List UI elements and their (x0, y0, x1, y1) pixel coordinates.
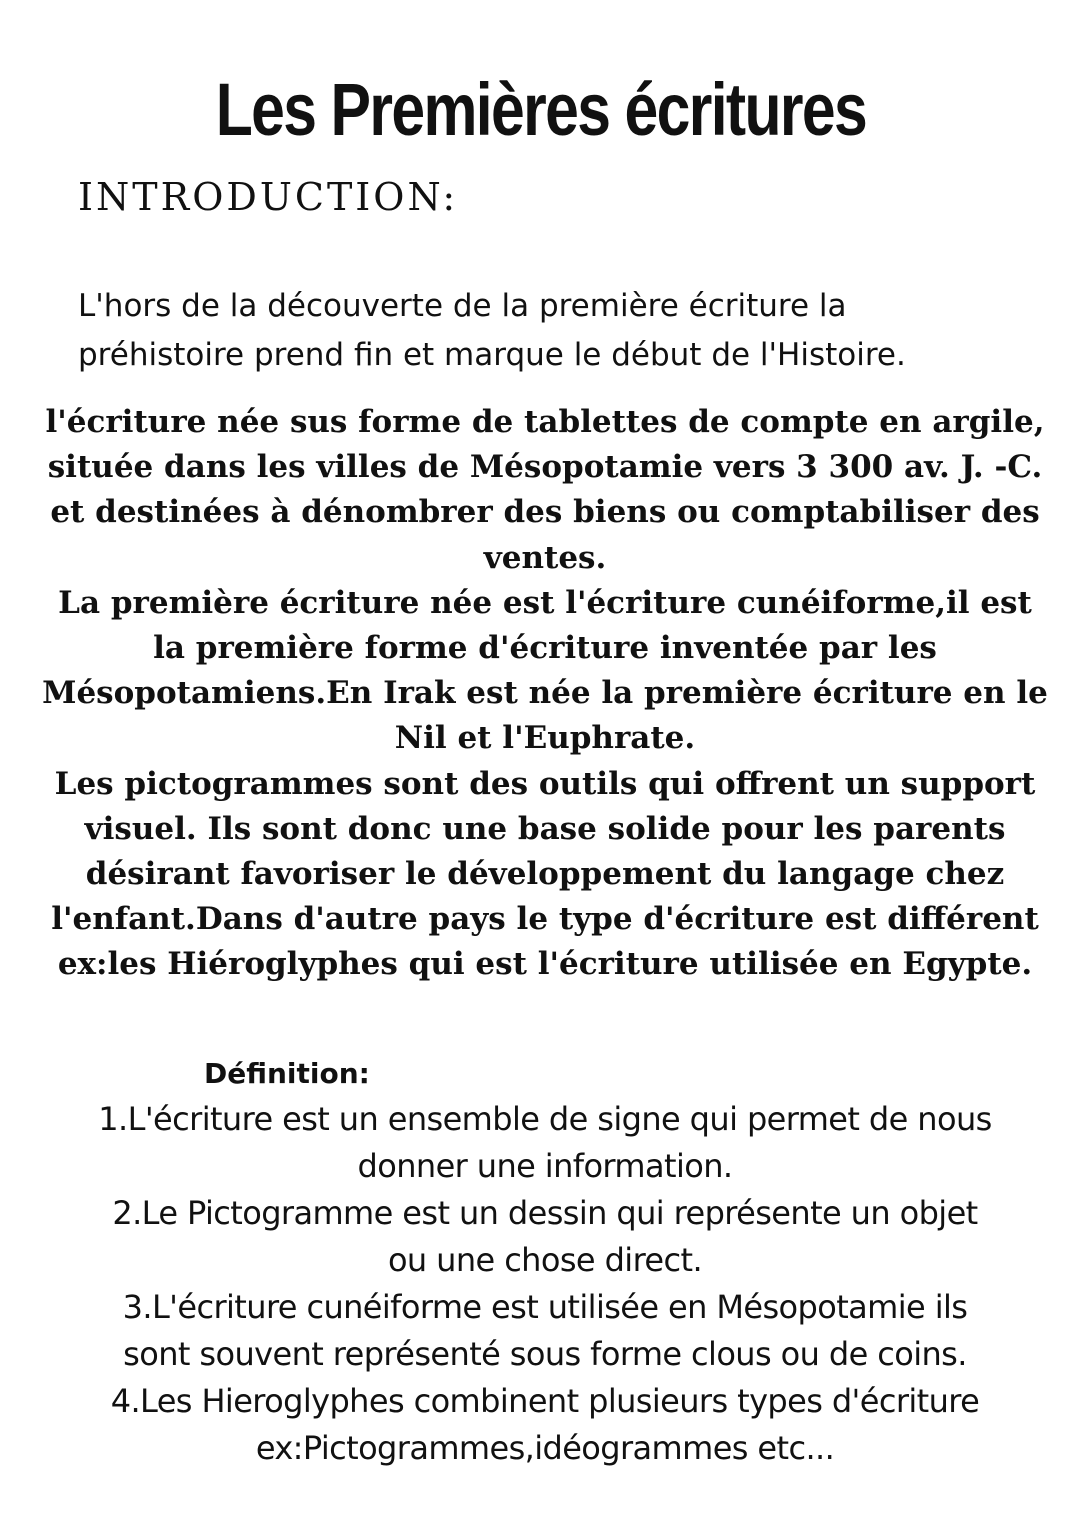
introduction-heading: INTRODUCTION: (78, 175, 459, 219)
page-title: Les Premières écritures (215, 68, 867, 151)
body-paragraph-pictograms: Les pictogrammes sont des outils qui offrent un support visuel. Ils sont donc une base solide pour les parents désirant favoriser le développement du langage chez l'enfant.Dans d'autre pays le type d'écriture est différent ex:les Hiéroglyphes qui est l'écriture utilisée en Egypte. (51, 765, 1039, 983)
definition-item: 4.Les Hieroglyphes combinent plusieurs types d'écriture ex:Pictogrammes,idéogrammes etc... (110, 1382, 980, 1467)
body-paragraph-tablets: l'écriture née sus forme de tablettes de compte en argile, située dans les villes de Mésopotamie vers 3 300 av. J. -C. et destinées à dénombrer des biens ou comptabiliser des ventes. (45, 404, 1045, 576)
definitions-list (90, 1096, 1000, 1472)
introduction-line: préhistoire prend fin et marque le début de l'Histoire. (78, 337, 906, 373)
definitions-heading: Définition: (204, 1057, 370, 1090)
body-text (40, 400, 1050, 988)
definition-item: 1.L'écriture est un ensemble de signe qui permet de nous donner une information. (98, 1100, 992, 1185)
definition-item: 3.L'écriture cunéiforme est utilisée en Mésopotamie ils sont souvent représenté sous forme clous ou de coins. (122, 1288, 968, 1373)
definition-item: 2.Le Pictogramme est un dessin qui représente un objet ou une chose direct. (112, 1194, 978, 1279)
body-paragraph-cuneiform: La première écriture née est l'écriture cunéiforme,il est la première forme d'écriture inventée par les Mésopotamiens.En Irak est née la première écriture en le Nil et l'Euphrate. (42, 584, 1048, 757)
introduction-text (78, 282, 1038, 380)
introduction-line: L'hors de la découverte de la première écriture la (78, 288, 847, 324)
